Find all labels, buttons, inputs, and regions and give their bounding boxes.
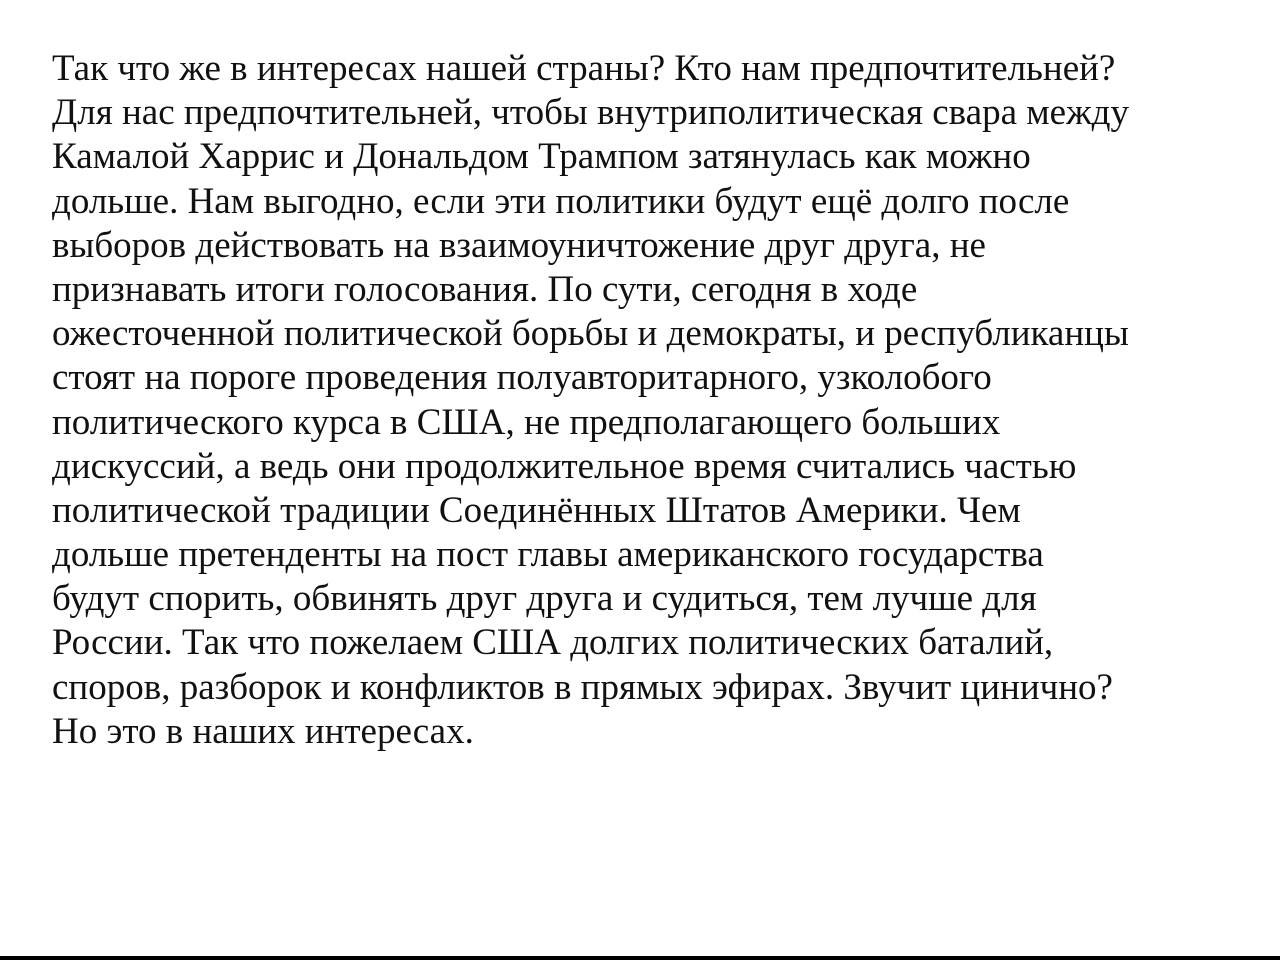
text-line: дискуссий, а ведь они продолжительное время считались частью — [52, 445, 1077, 487]
text-line: будут спорить, обвинять друг друга и судиться, тем лучше для — [52, 578, 1037, 620]
text-line: Так что же в интересах нашей страны? Кто нам предпочтительней? — [52, 48, 1116, 89]
text-line: политической традиции Соединённых Штатов Америки. Чем — [52, 489, 1021, 531]
text-line: Камалой Харрис и Дональдом Трампом затянулась как можно — [52, 136, 1031, 178]
text-line: ожесточенной политической борьбы и демократы, и республиканцы — [52, 313, 1129, 355]
text-line: признавать итоги голосования. По сути, сегодня в ходе — [52, 268, 918, 310]
text-line: России. Так что пожелаем США долгих политических баталий, — [52, 622, 1054, 664]
text-line: дольше претенденты на пост главы американского государства — [52, 534, 1044, 576]
text-line: дольше. Нам выгодно, если эти политики будут ещё долго после — [52, 180, 1070, 222]
text-line: споров, разборок и конфликтов в прямых эфирах. Звучит цинично? — [52, 666, 1113, 708]
text-line: выборов действовать на взаимоуничтожение друг друга, не — [52, 224, 986, 266]
text-line: стоят на пороге проведения полуавторитарного, узколобого — [52, 357, 992, 399]
text-line: Для нас предпочтительней, чтобы внутриполитическая свара между — [52, 92, 1129, 134]
article-paragraph — [52, 47, 1252, 754]
text-line: Но это в наших интересах. — [52, 710, 474, 752]
text-line: политического курса в США, не предполагающего больших — [52, 401, 1001, 443]
